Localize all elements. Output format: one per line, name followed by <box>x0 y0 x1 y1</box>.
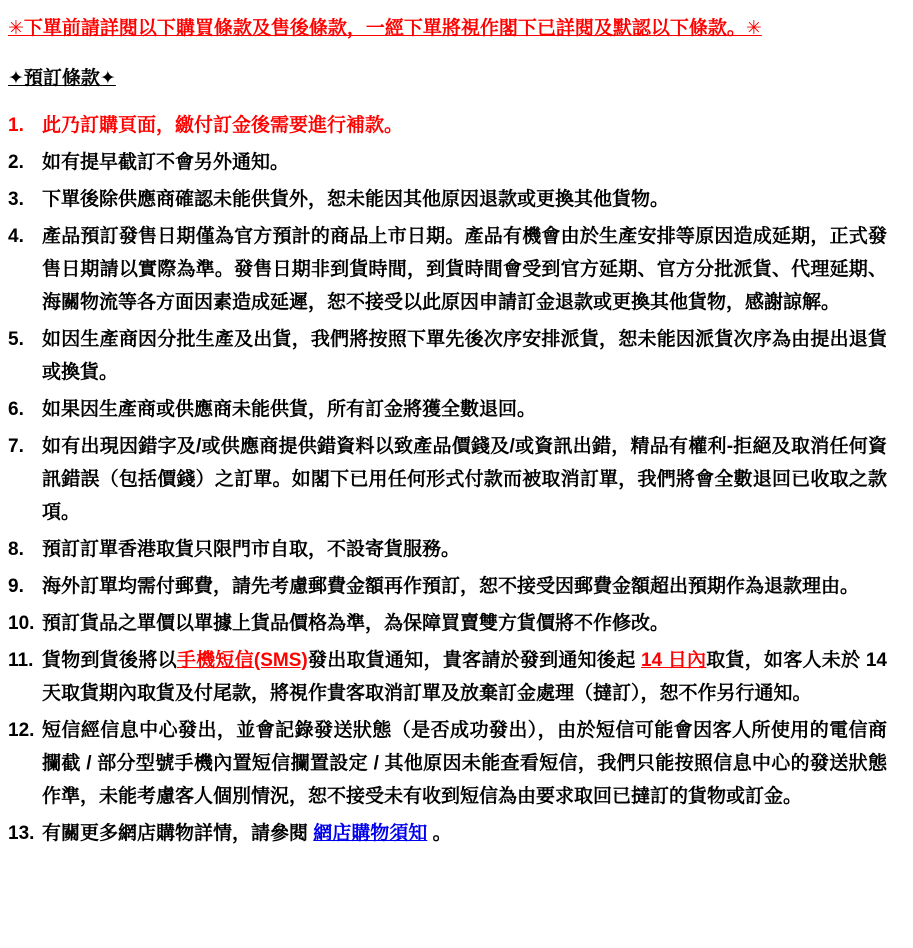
term-text <box>42 644 887 710</box>
term-text <box>42 323 887 389</box>
term-item <box>8 393 887 426</box>
term-segment: 海外訂單均需付郵費，請先考慮郵費金額再作預訂，恕不接受因郵費金額超出預期作為退款理由。 <box>42 576 860 597</box>
term-text <box>42 714 887 813</box>
term-text <box>42 109 887 142</box>
term-text <box>42 533 887 566</box>
term-item <box>8 714 887 813</box>
term-text <box>42 570 887 603</box>
term-text <box>42 817 887 850</box>
term-item <box>8 533 887 566</box>
term-segment: 產品預訂發售日期僅為官方預計的商品上市日期。產品有機會由於生產安排等原因造成延期，正式發售日期請以實際為準。發售日期非到貨時間，到貨時間會受到官方延期、官方分批派貨、代理延期、海關物流等各方面因素造成延遲，恕不接受以此原因申請訂金退款或更換其他貨物，感謝諒解。 <box>42 226 887 313</box>
term-number: 10. <box>8 613 35 634</box>
term-number: 3. <box>8 189 24 210</box>
term-text <box>42 146 887 179</box>
term-number: 6. <box>8 399 24 420</box>
term-number: 2. <box>8 152 24 173</box>
term-text <box>42 430 887 529</box>
term-segment: 如有提早截訂不會另外通知。 <box>42 152 290 173</box>
term-item <box>8 817 887 850</box>
term-segment: 取貨，如客人未於 14 天取貨期內取貨及付尾款，將視作貴客取消訂單及放棄訂金處理（撻訂），恕不作另行通知。 <box>42 650 887 704</box>
term-item <box>8 109 887 142</box>
term-segment: 。 <box>427 823 452 844</box>
term-item <box>8 570 887 603</box>
pre-order-notice: ✳下單前請詳閱以下購買條款及售後條款，一經下單將視作閣下已詳閱及默認以下條款。✳ <box>8 18 762 39</box>
term-item <box>8 183 887 216</box>
term-number: 8. <box>8 539 24 560</box>
term-number: 7. <box>8 436 24 457</box>
term-segment: 手機短信(SMS) <box>176 650 308 671</box>
shop-guide-link[interactable]: 網店購物須知 <box>313 823 428 844</box>
term-number: 1. <box>8 115 24 136</box>
term-text <box>42 183 887 216</box>
terms-list <box>8 109 887 850</box>
term-segment: 此乃訂購頁面，繳付訂金後需要進行補款。 <box>42 115 404 136</box>
term-number: 12. <box>8 720 35 741</box>
term-segment: 下單後除供應商確認未能供貨外，恕未能因其他原因退款或更換其他貨物。 <box>42 189 670 210</box>
term-segment: 預訂訂單香港取貨只限門市自取，不設寄貨服務。 <box>42 539 461 560</box>
term-segment: 14 日內 <box>641 650 707 671</box>
term-number: 11. <box>8 650 34 671</box>
term-item <box>8 323 887 389</box>
term-segment: 如果因生產商或供應商未能供貨，所有訂金將獲全數退回。 <box>42 399 537 420</box>
term-text <box>42 607 887 640</box>
term-segment: 如有出現因錯字及/或供應商提供錯資料以致產品價錢及/或資訊出錯，精品有權利-拒絕及取消任何資訊錯誤（包括價錢）之訂單。如閣下已用任何形式付款而被取消訂單，我們將會全數退回已收取之款項。 <box>42 436 887 523</box>
term-segment: 發出取貨通知，貴客請於發到通知後起 <box>307 650 642 671</box>
term-segment: 有關更多網店購物詳情，請參閱 <box>42 823 314 844</box>
term-number: 13. <box>8 823 35 844</box>
term-segment: 短信經信息中心發出，並會記錄發送狀態（是否成功發出），由於短信可能會因客人所使用的電信商攔截 / 部分型號手機內置短信攔置設定 / 其他原因未能查看短信，我們只能按照信息中心的發送狀態作準，未能考慮客人個別情況，恕不接受未有收到短信為由要求取回已撻訂的貨物或訂金。 <box>42 720 887 807</box>
term-item <box>8 220 887 319</box>
term-segment: 如因生產商因分批生產及出貨，我們將按照下單先後次序安排派貨，恕未能因派貨次序為由提出退貨或換貨。 <box>42 329 887 383</box>
term-item <box>8 644 887 710</box>
section-title-preorder-terms: ✦預訂條款✦ <box>8 68 116 89</box>
term-number: 5. <box>8 329 24 350</box>
term-item <box>8 146 887 179</box>
term-number: 4. <box>8 226 24 247</box>
term-segment: 貨物到貨後將以 <box>42 650 177 671</box>
term-item <box>8 430 887 529</box>
term-segment: 預訂貨品之單價以單據上貨品價格為準，為保障買賣雙方貨價將不作修改。 <box>42 613 670 634</box>
term-text <box>42 220 887 319</box>
term-number: 9. <box>8 576 24 597</box>
term-item <box>8 607 887 640</box>
term-text <box>42 393 887 426</box>
